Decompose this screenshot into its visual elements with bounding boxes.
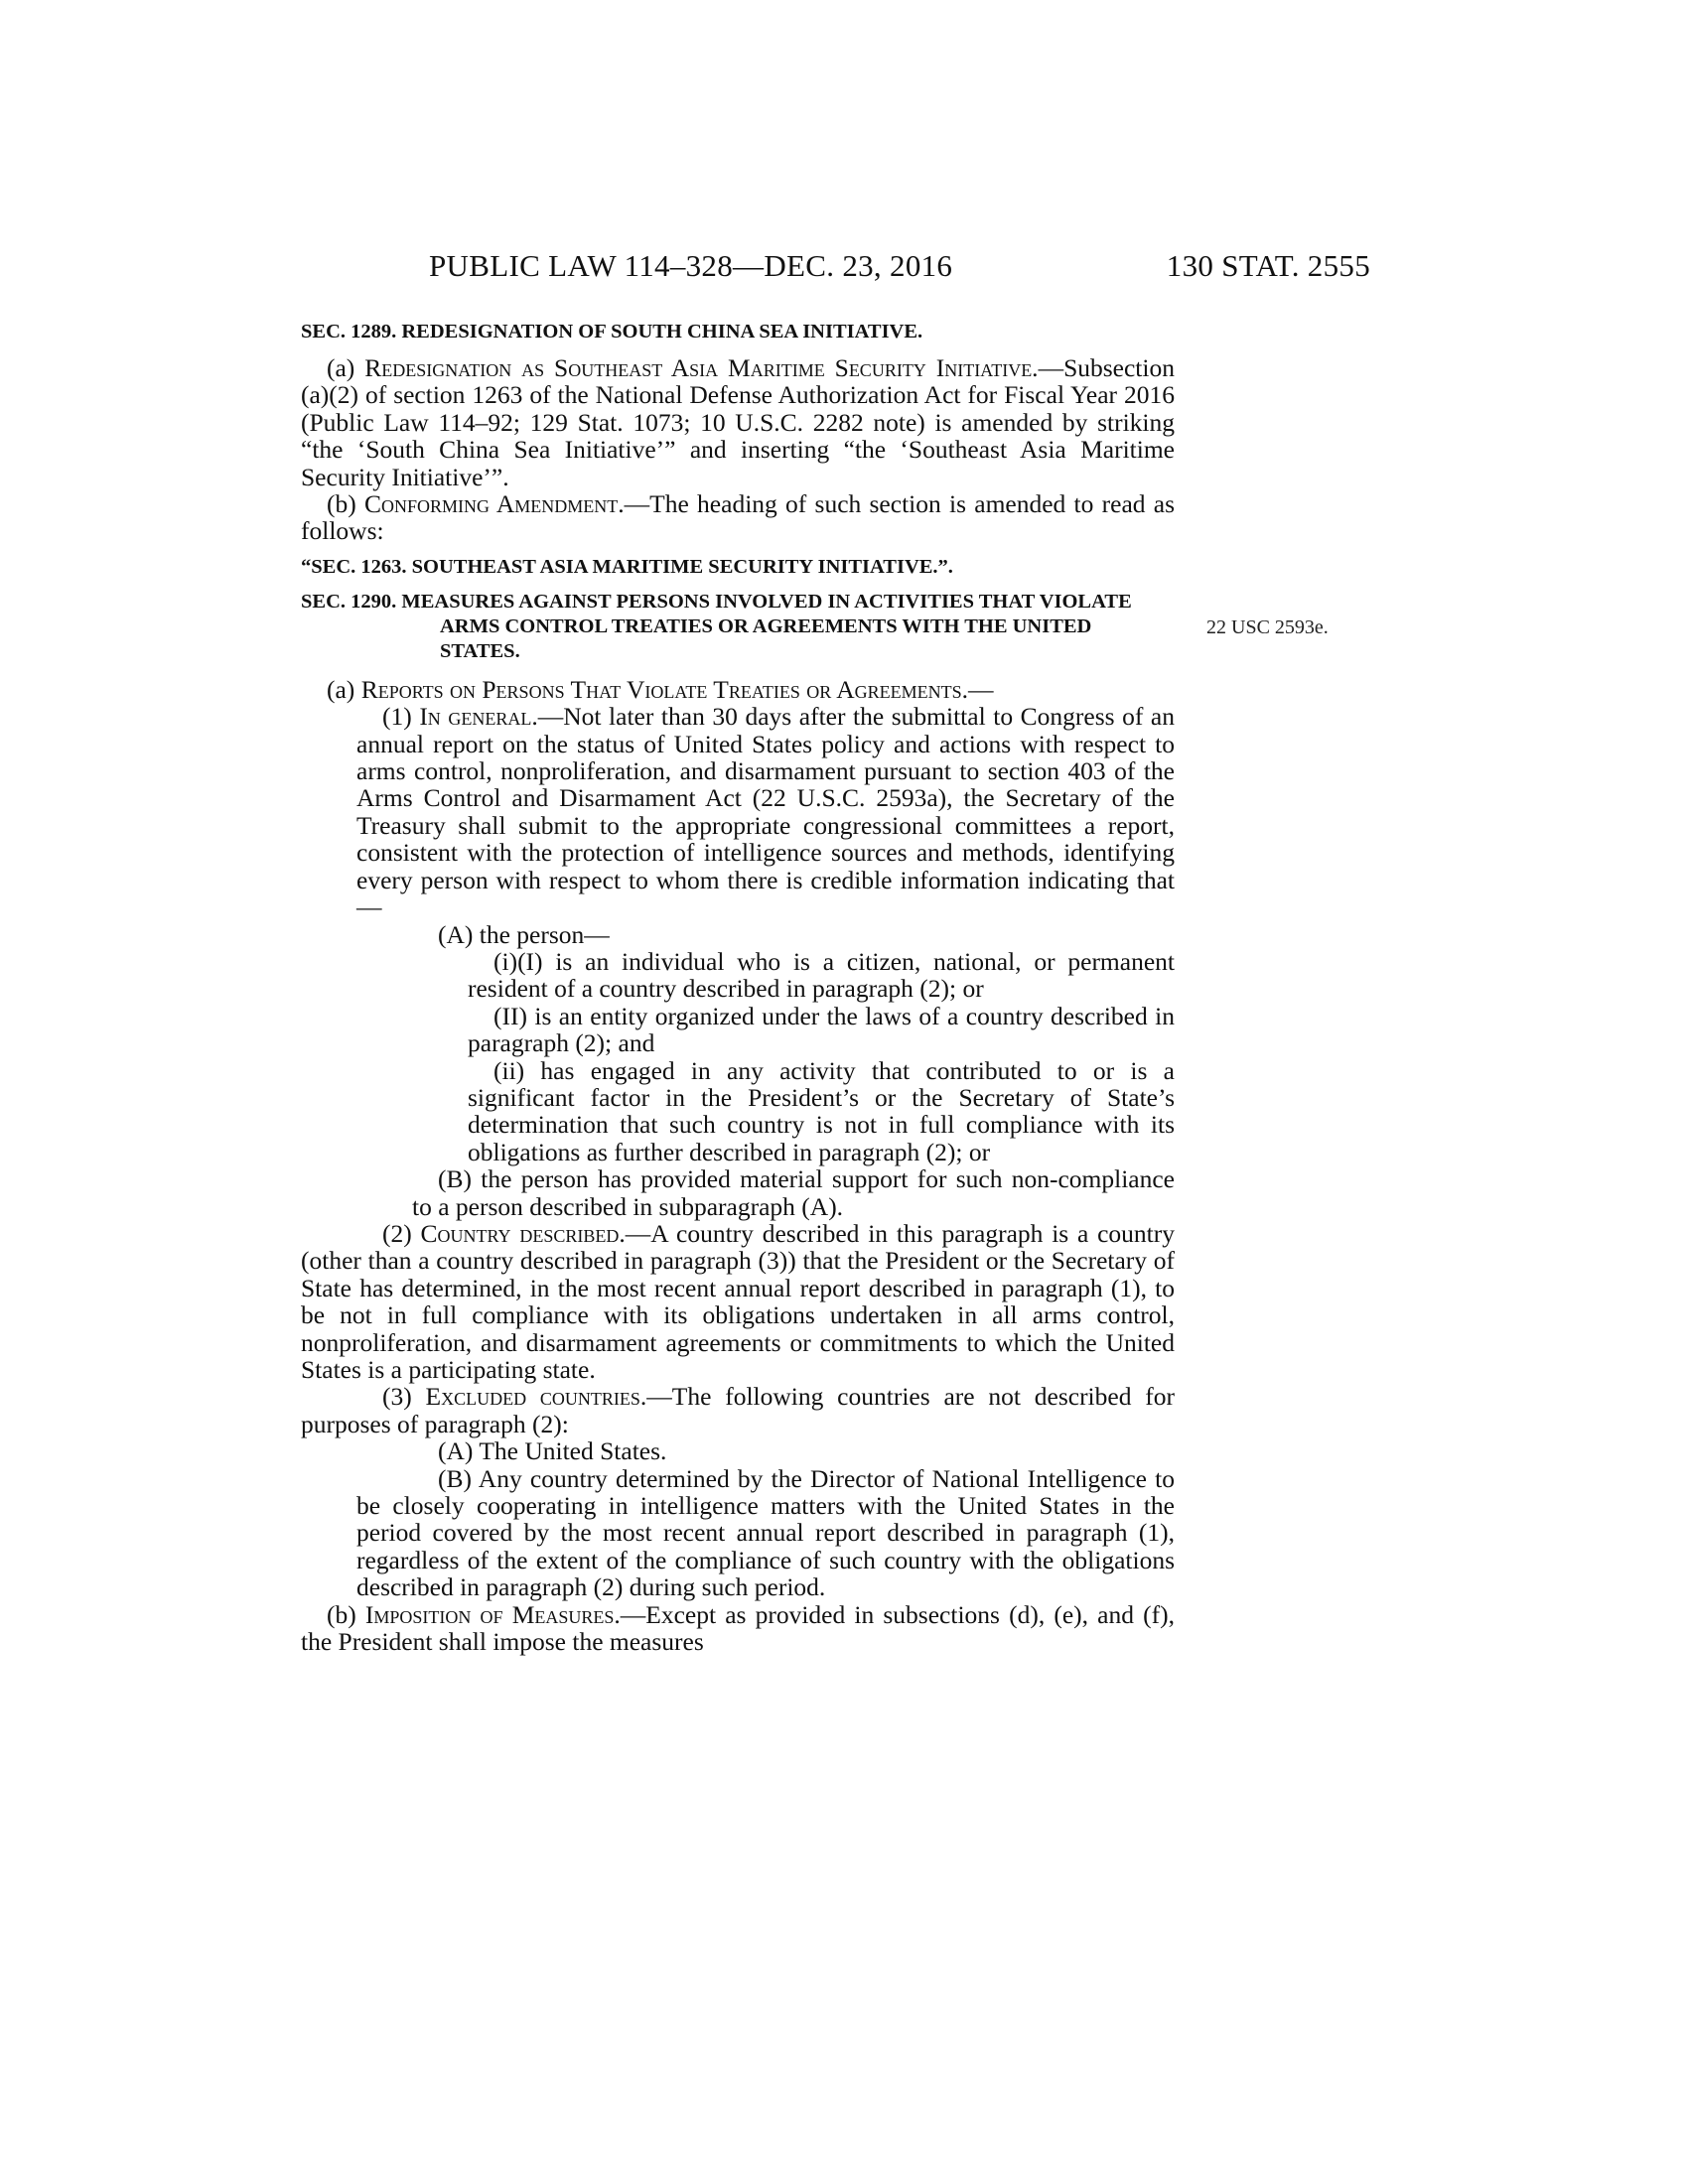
- paragraph-caption: Conforming Amendment.: [364, 489, 625, 519]
- document-body: [301, 320, 1175, 1655]
- paragraph-caption: Redesignation as Southeast Asia Maritime Security Initiative.: [364, 353, 1039, 382]
- sec-1290-a-3-B: (B) Any country determined by the Director of National Intelligence to be closely cooperating in intelligence matters with the United States in the period covered by the most recent annual report described in paragraph (1), regardless of the extent of the compliance of such country with the obligations described in paragraph (2) during such period.: [356, 1463, 1175, 1602]
- paragraph-text: —Subsection (a)(2) of section 1263 of the National Defense Authorization Act for Fiscal Year 2016 (Public Law 114–92; 129 Stat. 1073; 10 U.S.C. 2282 note) is amended by striking “the ‘South China Sea Initiative’” and inserting “the ‘Southeast Asia Maritime Security Initiative’”.: [301, 353, 1175, 491]
- sec-1290-a-1-A: (A) the person—: [438, 919, 610, 949]
- sec-1290-a: [301, 676, 1175, 703]
- paragraph-text: —Except as provided in subsections (d), (e), and (f), the President shall impose the measures: [301, 1599, 1175, 1657]
- sec-1290-heading: SEC. 1290. MEASURES AGAINST PERSONS INVOLVED IN ACTIVITIES THAT VIOLATE ARMS CONTROL TREATIES OR AGREEMENTS WITH THE UNITED STATES.: [301, 590, 1132, 662]
- margin-citation: 22 USC 2593e.: [1206, 616, 1329, 638]
- paragraph-text: —Not later than 30 days after the submittal to Congress of an annual report on the status of United States policy and actions with respect to arms control, nonproliferation, and disarmament pursuant to section 403 of the Arms Control and Disarmament Act (22 U.S.C. 2593a), the Secretary of the Treasury shall submit to the appropriate congressional committees a report, consistent with the protection of intelligence sources and methods, identifying every person with respect to whom there is credible information indicating that—: [356, 702, 1175, 922]
- paragraph-caption: Imposition of Measures.: [364, 1599, 621, 1629]
- running-title: PUBLIC LAW 114–328—DEC. 23, 2016: [429, 248, 953, 283]
- sec-1290-a-1-A-i-II: (II) is an entity organized under the laws of a country described in paragraph (2); and: [468, 1001, 1175, 1058]
- paragraph-text: —A country described in this paragraph is a country (other than a country described in paragraph (3)) that the President or the Secretary of State has determined, in the most recent annual report described in paragraph (1), to be not in full compliance with its obligations undertaken in all arms control, nonproliferation, and disarmament agreements or commitments to which the United States is a participating state.: [301, 1218, 1176, 1384]
- paragraph-label: (b): [327, 489, 364, 519]
- paragraph-label: (2): [382, 1218, 421, 1248]
- page-header: [298, 248, 1370, 288]
- paragraph-caption: In general.: [419, 702, 538, 732]
- sec-1289-a: [301, 354, 1175, 490]
- sec-1290-a-1: [301, 703, 1175, 920]
- paragraph-caption: Reports on Persons That Violate Treaties or Agreements.: [360, 674, 969, 704]
- sec-1290-b: [301, 1601, 1175, 1656]
- paragraph-label: (a): [327, 353, 365, 382]
- paragraph-label: (1): [382, 702, 420, 732]
- paragraph-caption: Country described.: [420, 1218, 626, 1248]
- paragraph-text: —The following countries are not described for purposes of paragraph (2):: [301, 1382, 1175, 1438]
- stat-page-number: 130 STAT. 2555: [1166, 248, 1370, 283]
- paragraph-caption: Excluded countries.: [425, 1382, 647, 1412]
- sec-1290-a-2: [301, 1220, 1175, 1383]
- sec-1290-a-1-A-ii: (ii) has engaged in any activity that contributed to or is a significant factor in the President’s or the Secretary of State’s determination that such country is not in full compliance with its obligations as further described in paragraph (2); or: [468, 1055, 1175, 1166]
- paragraph-label: (b): [327, 1599, 365, 1629]
- paragraph-label: (3): [382, 1382, 426, 1412]
- sec-1290-a-1-B: (B) the person has provided material support for such non-compliance to a person described in subparagraph (A).: [412, 1164, 1175, 1221]
- sec-1290-a-3: [301, 1383, 1175, 1437]
- sec-1290-a-1-A-i-I: (i)(I) is an individual who is a citizen, national, or permanent resident of a country described in paragraph (2); or: [468, 946, 1175, 1004]
- sec-1289-heading: SEC. 1289. REDESIGNATION OF SOUTH CHINA SEA INITIATIVE.: [301, 321, 923, 342]
- paragraph-label: (a): [327, 674, 361, 704]
- sec-1289-b: [301, 490, 1175, 545]
- paragraph-text: —The heading of such section is amended to read as follows:: [301, 489, 1175, 546]
- caption-dash: —: [968, 674, 994, 704]
- quoted-sec-1263-heading: “SEC. 1263. SOUTHEAST ASIA MARITIME SECURITY INITIATIVE.”.: [301, 555, 953, 578]
- sec-1290-a-3-A: (A) The United States.: [438, 1436, 667, 1466]
